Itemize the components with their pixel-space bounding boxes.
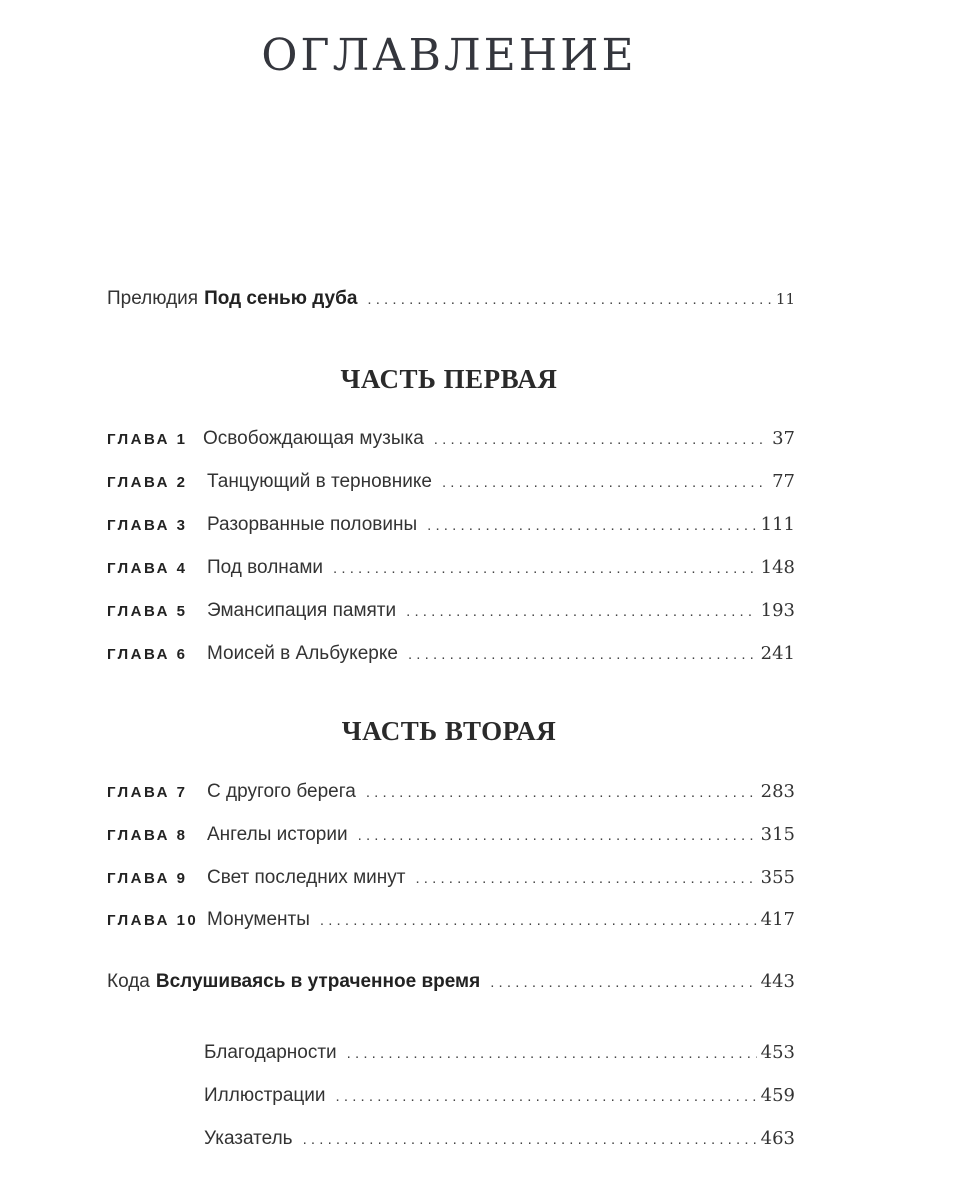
part-two-heading: ЧАСТЬ ВТОРАЯ: [341, 716, 557, 746]
chapter-page: 193: [760, 600, 795, 621]
chapter-title: С другого берега: [207, 781, 356, 802]
chapter-page: 241: [760, 643, 795, 664]
dot-leader: [406, 603, 757, 620]
chapter-label: ГЛАВА 8: [107, 827, 188, 844]
appendix-title: Указатель: [204, 1128, 293, 1149]
dot-leader: [434, 431, 768, 448]
chapter-title: Под волнами: [207, 557, 324, 578]
chapter-label: ГЛАВА 10: [107, 912, 199, 929]
dot-leader: [366, 784, 757, 801]
toc-entry-chapter-5[interactable]: [107, 600, 795, 626]
toc-entry-chapter-3[interactable]: [107, 514, 795, 540]
dot-leader: [427, 517, 757, 534]
chapter-title: Танцующий в терновнике: [207, 471, 432, 492]
chapter-page: 77: [772, 471, 795, 492]
chapter-page: 148: [760, 557, 795, 578]
coda-page: 443: [760, 971, 795, 992]
chapter-label: ГЛАВА 5: [107, 603, 188, 620]
chapter-page: 37: [772, 428, 795, 449]
coda-title: Вслушиваясь в утраченное время: [155, 971, 481, 992]
appendix-title: Благодарности: [204, 1042, 337, 1063]
chapter-label: ГЛАВА 6: [107, 646, 188, 663]
dot-leader: [347, 1045, 757, 1062]
chapter-page: 355: [760, 867, 795, 888]
dot-leader: [415, 870, 756, 887]
chapter-page: 283: [760, 781, 795, 802]
chapter-label: ГЛАВА 7: [107, 784, 188, 801]
appendix-page: 459: [760, 1085, 795, 1106]
appendix-title: Иллюстрации: [204, 1085, 326, 1106]
chapter-label: ГЛАВА 9: [107, 870, 188, 887]
toc-entry-chapter-1[interactable]: [107, 428, 795, 454]
chapter-title: Освобождающая музыка: [203, 428, 424, 449]
chapter-label: ГЛАВА 2: [107, 474, 188, 491]
chapter-page: 417: [760, 909, 795, 930]
dot-leader: [333, 560, 757, 577]
toc-entry-chapter-10[interactable]: [107, 909, 795, 935]
chapter-page: 315: [760, 824, 795, 845]
chapter-label: ГЛАВА 4: [107, 560, 188, 577]
part-one-heading: ЧАСТЬ ПЕРВАЯ: [340, 364, 558, 394]
dot-leader: [367, 291, 772, 308]
dot-leader: [408, 646, 757, 663]
appendix-page: 463: [760, 1128, 795, 1149]
toc-entry-acknowledgements[interactable]: [204, 1042, 795, 1068]
prelude-page: 11: [775, 290, 795, 308]
chapter-title: Эмансипация памяти: [207, 600, 397, 621]
appendix-page: 453: [760, 1042, 795, 1063]
chapter-title: Монументы: [207, 909, 310, 930]
toc-entry-chapter-7[interactable]: [107, 781, 795, 807]
dot-leader: [303, 1131, 757, 1148]
chapter-title: Разорванные половины: [207, 514, 418, 535]
chapter-label: ГЛАВА 1: [107, 431, 188, 448]
dot-leader: [358, 827, 757, 844]
page-title: ОГЛАВЛЕНИЕ: [261, 30, 637, 81]
chapter-label: ГЛАВА 3: [107, 517, 188, 534]
prelude-label: Прелюдия: [107, 288, 199, 309]
dot-leader: [336, 1088, 757, 1105]
chapter-title: Ангелы истории: [207, 824, 348, 845]
chapter-page: 111: [760, 514, 795, 535]
toc-entry-chapter-8[interactable]: [107, 824, 795, 850]
chapter-title: Свет последних минут: [207, 867, 406, 888]
toc-entry-chapter-4[interactable]: [107, 557, 795, 583]
toc-entry-chapter-6[interactable]: [107, 643, 795, 669]
toc-entry-prelude[interactable]: [107, 288, 795, 314]
toc-entry-chapter-2[interactable]: [107, 471, 795, 497]
coda-label: Кода: [107, 971, 150, 992]
toc-entry-index[interactable]: [204, 1128, 795, 1154]
toc-entry-coda[interactable]: [107, 971, 795, 997]
toc-entry-chapter-9[interactable]: [107, 867, 795, 893]
dot-leader: [442, 474, 768, 491]
chapter-title: Моисей в Альбукерке: [207, 643, 398, 664]
dot-leader: [490, 974, 756, 991]
dot-leader: [320, 912, 757, 929]
toc-entry-illustrations[interactable]: [204, 1085, 795, 1111]
prelude-title: Под сенью дуба: [204, 288, 358, 309]
